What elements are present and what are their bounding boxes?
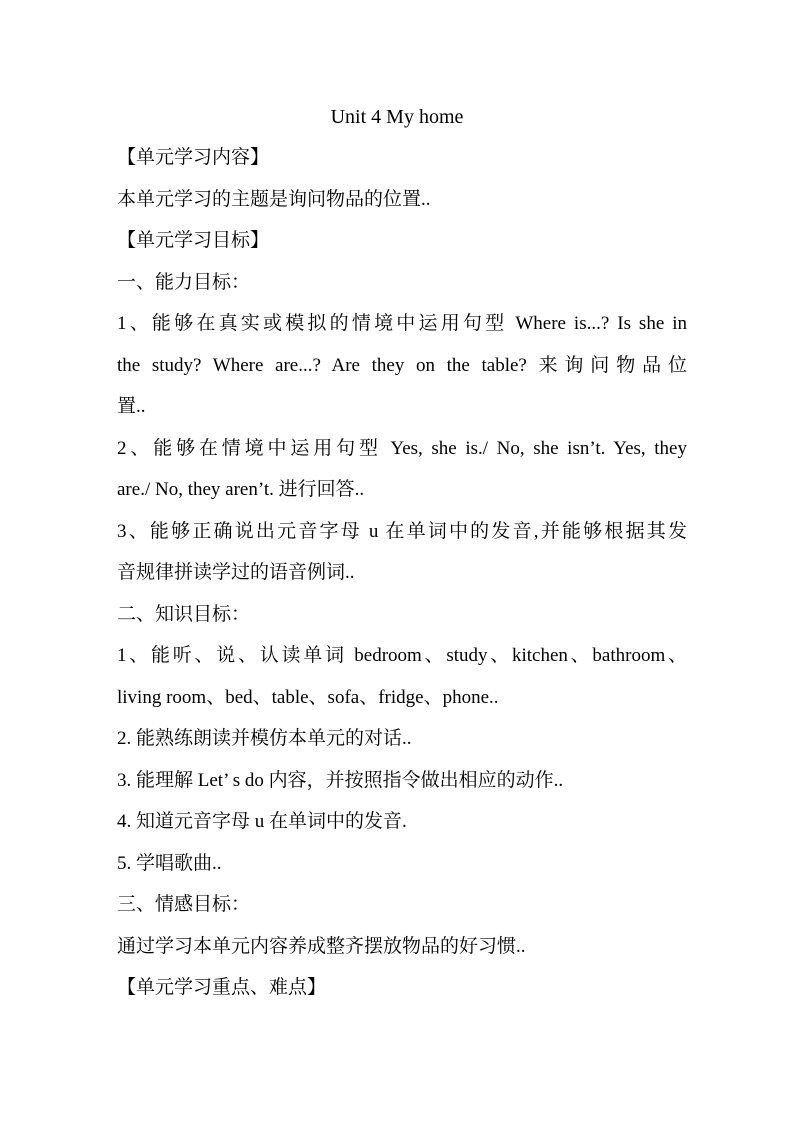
subheading-ability-goals: 一、能力目标：	[117, 272, 251, 293]
section-heading-content: 【单元学习内容】	[117, 147, 270, 168]
document-title: Unit 4 My home	[330, 106, 464, 128]
section-heading-key-points: 【单元学习重点、难点】	[117, 977, 327, 998]
list-item: 2. 能熟练朗读并模仿本单元的对话..	[117, 728, 412, 749]
subheading-knowledge-goals: 二、知识目标：	[117, 604, 251, 625]
section-heading-goals: 【单元学习目标】	[117, 230, 270, 251]
paragraph-line: 3、能够正确说出元音字母 u 在单词中的发音,并能够根据其发	[117, 521, 687, 542]
paragraph-line: 1、能够在真实或模拟的情境中运用句型 Where is...? Is she in	[117, 313, 687, 334]
paragraph-emotion: 通过学习本单元内容养成整齐摆放物品的好习惯..	[117, 936, 526, 957]
paragraph-line: 音规律拼读学过的语音例词..	[117, 562, 355, 583]
paragraph-line: 1、能听、说、认读单词 bedroom、study、kitchen、bathroom、	[117, 645, 687, 666]
list-item: 4. 知道元音字母 u 在单词中的发音.	[117, 811, 407, 832]
paragraph-line: are./ No, they aren’t. 进行回答..	[117, 479, 365, 500]
paragraph-line: living room、bed、table、sofa、fridge、phone..	[117, 687, 499, 708]
paragraph-line: the study? Where are...? Are they on the table? 来询问物品位	[117, 355, 687, 376]
paragraph-theme: 本单元学习的主题是询问物品的位置..	[117, 189, 431, 210]
list-item: 5. 学唱歌曲..	[117, 853, 222, 874]
list-item: 3. 能理解 Let’ s do 内容，并按照指令做出相应的动作..	[117, 770, 564, 791]
subheading-emotion-goals: 三、情感目标：	[117, 894, 251, 915]
paragraph-line: 2、能够在情境中运用句型 Yes, she is./ No, she isn’t. Yes, they	[117, 438, 687, 459]
paragraph-line: 置..	[117, 396, 146, 417]
